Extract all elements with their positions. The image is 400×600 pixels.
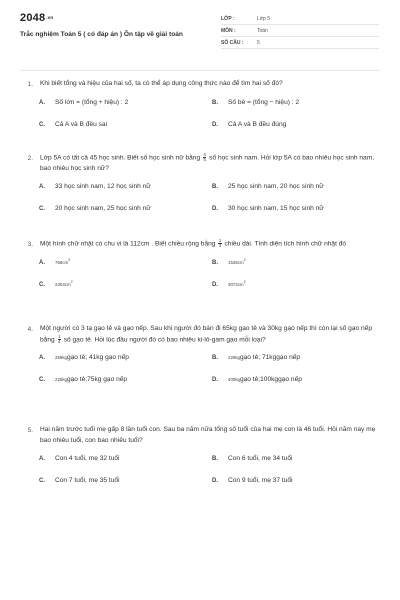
option-letter: B. bbox=[212, 260, 218, 267]
meta-value: 5 bbox=[257, 40, 260, 46]
option-text: gạo tẻ;75kg gạo nếp bbox=[66, 376, 128, 383]
fraction-numerator: 4 bbox=[203, 152, 206, 157]
meta-row-subject bbox=[221, 25, 379, 37]
area-value bbox=[228, 280, 246, 287]
question-text-part: chiều dài. Tính diện tích hình chữ nhật đó bbox=[224, 240, 347, 248]
question-3 bbox=[0, 238, 400, 289]
option-b[interactable] bbox=[212, 455, 293, 462]
question-text-part: Một người có 3 tạ gạo tẻ và gạo nếp. Sau khi người đó bán đi 65kg gạo tẻ và 30kg gạo nếp thì còn lại số gạo nếp bằng bbox=[40, 325, 373, 344]
option-letter: B. bbox=[212, 355, 218, 361]
meta-value: Lớp 5 bbox=[257, 16, 271, 22]
option-text: Số bé = (tổng − hiệu) : 2 bbox=[228, 99, 300, 106]
fraction-numerator: 1 bbox=[58, 333, 61, 339]
question-text bbox=[40, 324, 380, 346]
question-4 bbox=[0, 324, 400, 383]
option-a[interactable] bbox=[39, 183, 151, 190]
option-d[interactable] bbox=[212, 376, 302, 383]
area-number: 3072 bbox=[228, 282, 238, 288]
question-text-part: số gạo tẻ. Hỏi lúc đầu người đó có bao nhiêu ki-lô-gam gạo mỗi loại? bbox=[63, 336, 266, 344]
area-unit: cm bbox=[237, 260, 244, 266]
option-text: 30 học sinh nam, 15 học sinh nữ bbox=[228, 205, 324, 212]
answer-options bbox=[0, 354, 400, 383]
unit-exponent: 2 bbox=[68, 258, 71, 263]
option-text: Số lớn = (tổng + hiệu) : 2 bbox=[55, 99, 129, 106]
area-value bbox=[55, 258, 70, 265]
question-text: Hai năm trước tuổi mẹ gấp 8 lần tuổi con. Sau ba năm nữa tổng số tuổi của hai mẹ con là 46 tuổi. Hỏi năm nay mẹ bao nhiêu tuổi, con bao nhiêu tuổi? bbox=[40, 426, 376, 444]
option-text: Cả A và B đều đúng bbox=[228, 121, 287, 128]
option-text: Con 6 tuổi, mẹ 34 tuổi bbox=[228, 454, 293, 462]
meta-info-table bbox=[221, 13, 379, 49]
question-text-part: Một hình chữ nhật có chu vi là 112cm . Biết chiều rộng bằng bbox=[40, 240, 216, 248]
header-divider bbox=[20, 70, 380, 71]
option-text: 25 học sinh nam, 20 học sinh nữ bbox=[228, 183, 324, 190]
option-letter: D. bbox=[212, 282, 218, 289]
option-letter: B. bbox=[212, 184, 218, 190]
option-d[interactable] bbox=[212, 477, 293, 484]
option-amount: 259kg bbox=[55, 355, 67, 360]
worksheet-header bbox=[0, 0, 400, 62]
question-number: 5. bbox=[27, 427, 33, 434]
area-unit: cm bbox=[237, 282, 244, 288]
option-text: 20 học sinh nam, 25 học sinh nữ bbox=[55, 205, 151, 212]
fraction-denominator: 4 bbox=[58, 339, 61, 345]
fraction-denominator: 3 bbox=[218, 243, 222, 249]
document-title: Trắc nghiệm Toán 5 ( có đáp án ) Ôn tập về giải toán bbox=[20, 31, 183, 38]
meta-label: MÔN : bbox=[221, 28, 236, 34]
option-amount: 225kg bbox=[55, 377, 67, 382]
area-value bbox=[228, 258, 246, 265]
area-unit: cm bbox=[62, 260, 69, 266]
question-text bbox=[40, 239, 380, 250]
option-letter: A. bbox=[39, 355, 45, 361]
brand-suffix: .vn bbox=[46, 15, 54, 20]
option-text: gạo tẻ;100kggạo nếp bbox=[239, 376, 302, 383]
brand-name: 2048 bbox=[20, 12, 46, 24]
unit-exponent: 2 bbox=[243, 280, 246, 285]
option-a[interactable] bbox=[39, 99, 128, 106]
area-unit: cm bbox=[64, 282, 71, 288]
option-letter: C. bbox=[39, 282, 45, 289]
option-a[interactable] bbox=[39, 258, 70, 266]
question-1 bbox=[0, 79, 400, 128]
question-text: Khi biết tổng và hiệu của hai số, ta có thể áp dụng công thức nào để tìm hai số đó? bbox=[40, 80, 283, 87]
option-b[interactable] bbox=[212, 183, 324, 190]
area-number: 1536 bbox=[228, 260, 238, 266]
option-text: Con 9 tuổi, mẹ 37 tuổi bbox=[228, 476, 293, 484]
option-letter: D. bbox=[212, 477, 218, 484]
option-b[interactable] bbox=[212, 99, 299, 106]
option-letter: A. bbox=[39, 184, 45, 190]
answer-options bbox=[0, 454, 400, 484]
answer-options bbox=[0, 99, 400, 128]
area-number: 768 bbox=[55, 260, 63, 266]
option-letter: A. bbox=[39, 260, 45, 267]
question-text-part: số học sinh nam. Hỏi lớp 5A có bao nhiêu học sinh nam, bao nhiêu học sinh nữ? bbox=[40, 154, 375, 173]
option-d[interactable] bbox=[212, 280, 246, 288]
option-letter: D. bbox=[212, 377, 218, 383]
option-letter: B. bbox=[212, 455, 218, 462]
option-letter: C. bbox=[39, 206, 45, 212]
option-amount: 229kg bbox=[228, 355, 240, 360]
option-text: Con 4 tuổi, mẹ 32 tuổi bbox=[55, 454, 120, 462]
question-number: 4. bbox=[27, 326, 33, 333]
option-text: gạo tẻ; 41kg gạo nếp bbox=[66, 354, 129, 361]
fraction bbox=[203, 153, 206, 163]
answer-options bbox=[0, 183, 400, 212]
option-text: gạo tẻ; 71kggạo nếp bbox=[239, 354, 301, 361]
fraction-numerator: 1 bbox=[218, 238, 222, 243]
fraction-denominator: 5 bbox=[203, 157, 206, 163]
answer-options bbox=[0, 258, 400, 289]
meta-label: SỐ CÂU : bbox=[221, 40, 244, 46]
option-letter: B. bbox=[212, 100, 218, 106]
meta-value: Toán bbox=[257, 28, 268, 34]
option-amount: 400kg bbox=[228, 377, 240, 382]
option-text: 33 học sinh nam, 12 học sinh nữ bbox=[55, 183, 151, 190]
question-5 bbox=[0, 425, 400, 484]
option-b[interactable] bbox=[212, 258, 246, 266]
option-text: Cả A và B đều sai bbox=[55, 121, 108, 128]
unit-exponent: 2 bbox=[70, 280, 73, 285]
option-letter: C. bbox=[39, 122, 45, 128]
meta-row-grade bbox=[221, 13, 379, 25]
option-letter: D. bbox=[212, 122, 218, 128]
option-c[interactable] bbox=[39, 205, 151, 212]
meta-row-question-count bbox=[221, 37, 379, 49]
unit-exponent: 2 bbox=[243, 258, 246, 263]
option-c[interactable] bbox=[39, 376, 127, 383]
area-number: 2304 bbox=[55, 282, 65, 288]
option-d[interactable] bbox=[212, 121, 286, 128]
option-letter: C. bbox=[39, 477, 45, 484]
area-value bbox=[55, 280, 73, 287]
option-letter: D. bbox=[212, 206, 218, 212]
question-number: 2. bbox=[27, 155, 33, 162]
option-c[interactable] bbox=[39, 121, 107, 128]
option-a[interactable] bbox=[39, 354, 129, 361]
fraction bbox=[218, 239, 221, 249]
fraction bbox=[58, 335, 61, 345]
question-text bbox=[40, 153, 380, 175]
option-letter: A. bbox=[39, 455, 45, 462]
option-letter: A. bbox=[39, 100, 45, 106]
option-text: Con 7 tuổi, mẹ 35 tuổi bbox=[55, 476, 120, 484]
option-c[interactable] bbox=[39, 280, 73, 288]
option-a[interactable] bbox=[39, 455, 120, 462]
option-letter: C. bbox=[39, 377, 45, 383]
question-text-part: Lớp 5A có tất cả 45 học sinh. Biết số học sinh nữ bằng bbox=[40, 154, 201, 162]
option-c[interactable] bbox=[39, 477, 120, 484]
question-number: 1. bbox=[27, 81, 33, 88]
meta-label: LỚP : bbox=[221, 16, 235, 22]
option-b[interactable] bbox=[212, 354, 300, 361]
option-d[interactable] bbox=[212, 205, 324, 212]
question-2 bbox=[0, 152, 400, 212]
question-number: 3. bbox=[27, 241, 33, 248]
